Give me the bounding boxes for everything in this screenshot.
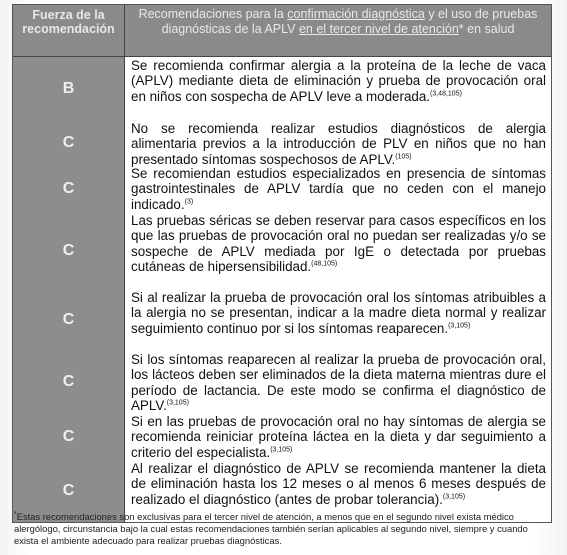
recommendation-cell bbox=[125, 351, 551, 413]
header-underlined-diagnosis: confirmación diagnóstica bbox=[287, 7, 425, 21]
recommendations-table bbox=[12, 4, 552, 523]
table-row bbox=[13, 413, 551, 460]
grade-cell: C bbox=[13, 120, 125, 165]
table-header bbox=[13, 5, 551, 57]
header-text-post: * en salud bbox=[458, 21, 515, 36]
grade-cell: C bbox=[13, 289, 125, 351]
header-strength: Fuerza de la recomendación bbox=[13, 5, 125, 56]
table-row bbox=[13, 165, 551, 212]
recommendation-cell bbox=[125, 165, 551, 212]
header-text-mid: y el uso de pruebas diagnósticas de la APLV bbox=[161, 7, 538, 36]
reference-citation: (3,105) bbox=[442, 493, 466, 501]
header-underlined-level: en el tercer nivel de atención bbox=[298, 21, 459, 36]
recommendation-cell bbox=[125, 413, 551, 460]
recommendation-text: Se recomiendan estudios especializados en presencia de síntomas gastrointestinales de APLV tardía que no ceden con el manejo indicado. bbox=[131, 166, 546, 212]
recommendation-text: Si los síntomas reaparecen al realizar la prueba de provocación oral, los lácteos deben ser eliminados de la dieta materna mientras dure el período de lactancia. De este modo se confirma el diagnóstico de APLV. bbox=[131, 352, 546, 414]
recommendation-cell bbox=[125, 212, 551, 289]
grade-cell: C bbox=[13, 413, 125, 460]
reference-citation: (3,105) bbox=[270, 446, 293, 454]
footnote-mark: * bbox=[14, 510, 17, 518]
table-row bbox=[13, 351, 551, 413]
footnote-text: Estas recomendaciones son exclusivas para el tercer nivel de atención, a menos que en el segundo nivel exista médico alergólogo, circunstancia bajo la cual estas recomendaciones también serían aplicables al segundo nivel, siempre y cuando exista el ambiente adecuado para realizar pruebas diagnósticas. bbox=[14, 511, 528, 546]
grade-cell: C bbox=[13, 460, 125, 522]
reference-citation: (3,48,105) bbox=[430, 90, 462, 98]
table-row bbox=[13, 120, 551, 165]
reference-citation: (3,105) bbox=[166, 399, 189, 407]
recommendation-cell bbox=[125, 289, 551, 351]
reference-citation: (48,105) bbox=[311, 260, 338, 268]
recommendation-text: Si al realizar la prueba de provocación oral los síntomas atribuibles a la alergia no se presentan, indicar a la madre dieta normal y realizar seguimiento continuo por si los síntomas reaparecen. bbox=[131, 290, 546, 336]
header-recommendations bbox=[125, 5, 551, 56]
table-row bbox=[13, 212, 551, 289]
footnote bbox=[14, 511, 554, 547]
reference-citation: (3,105) bbox=[448, 322, 471, 330]
recommendation-cell bbox=[125, 120, 551, 165]
header-text-pre: Recomendaciones para la bbox=[138, 7, 288, 21]
recommendation-text: Se recomienda confirmar alergia a la proteína de la leche de vaca (APLV) mediante dieta de eliminación y prueba de provocación oral en niños con sospecha de APLV leve a moderada. bbox=[131, 58, 546, 104]
table-row bbox=[13, 57, 551, 120]
recommendation-text: No se recomienda realizar estudios diagnósticos de alergia alimentaria previos a la introducción de PLV en niños que no han presentado síntomas sospechosos de APLV. bbox=[131, 121, 546, 167]
grade-cell: C bbox=[13, 351, 125, 413]
reference-citation: (105) bbox=[395, 153, 412, 161]
grade-cell: C bbox=[13, 212, 125, 289]
recommendation-text: Al realizar el diagnóstico de APLV se recomienda mantener la dieta de eliminación hasta los 12 meses o al menos 6 meses después de realizado el diagnóstico (antes de probar tolerancia). bbox=[131, 461, 546, 507]
reference-citation: (3) bbox=[184, 198, 194, 206]
grade-cell: B bbox=[13, 57, 125, 120]
table-row bbox=[13, 289, 551, 351]
recommendation-text: Si en las pruebas de provocación oral no hay síntomas de alergia se recomienda reiniciar proteína láctea en la dieta y dar seguimiento a criterio del especialista. bbox=[131, 414, 546, 460]
recommendation-cell bbox=[125, 57, 551, 120]
grade-cell: C bbox=[13, 165, 125, 212]
recommendation-text: Las pruebas séricas se deben reservar para casos específicos en los que las pruebas de provocación oral no puedan ser realizadas y/o se sospeche de APLV mediada por IgE o detectada por pruebas cutáneas de hipersensibilidad. bbox=[131, 213, 546, 275]
